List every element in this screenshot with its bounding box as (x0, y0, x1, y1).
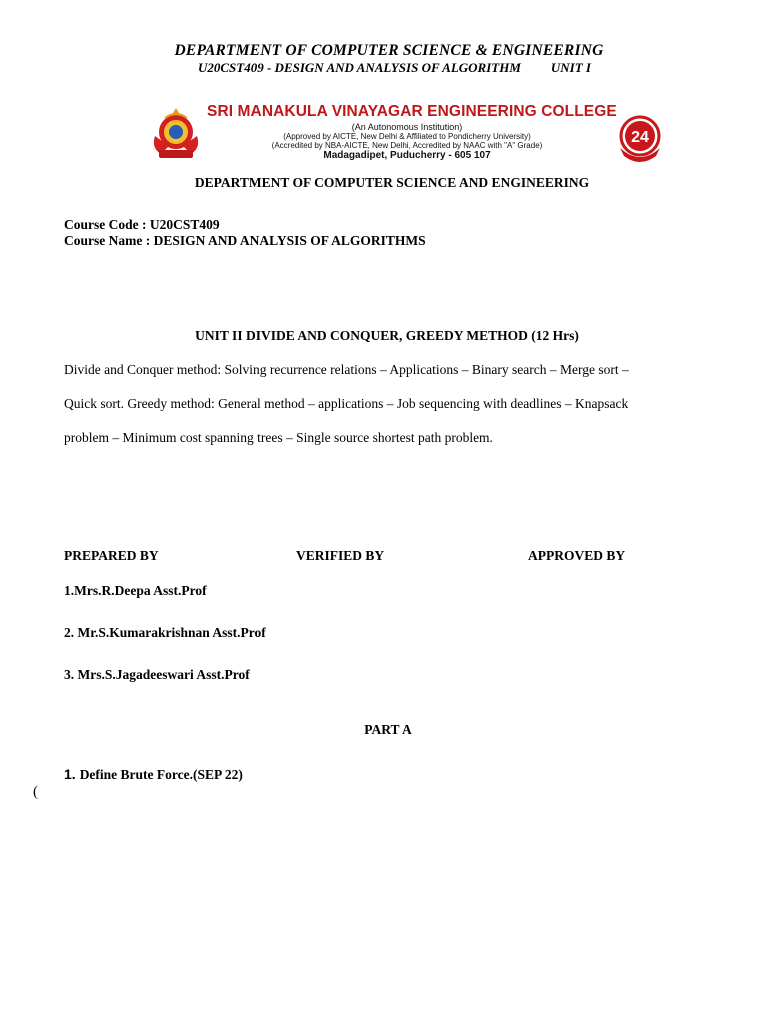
department-header: DEPARTMENT OF COMPUTER SCIENCE & ENGINEERING (174, 42, 604, 59)
syllabus-line: Quick sort. Greedy method: General method – applications – Job sequencing with deadlines – Knapsack (64, 396, 629, 411)
course-header-unit: UNIT I (550, 60, 591, 75)
preparer-item: 1.Mrs.R.Deepa Asst.Prof (64, 583, 207, 598)
preparer-item: 2. Mr.S.Kumarakrishnan Asst.Prof (64, 625, 266, 640)
question-number: 1. (64, 766, 76, 782)
syllabus-line: Divide and Conquer method: Solving recurrence relations – Applications – Binary search – Merge sort – (64, 362, 629, 377)
verified-by-label: VERIFIED BY (296, 548, 385, 563)
question-text: Define Brute Force.(SEP 22) (79, 767, 243, 782)
college-emblem-icon (147, 106, 205, 160)
part-title: PART A (364, 722, 412, 737)
course-header-title: U20CST409 - DESIGN AND ANALYSIS OF ALGORITHM (198, 60, 521, 75)
unit-title: UNIT II DIVIDE AND CONQUER, GREEDY METHOD (12 Hrs) (195, 328, 579, 343)
course-header (198, 60, 591, 76)
college-name: SRI MANAKULA VINAYAGAR ENGINEERING COLLEGE (207, 103, 617, 120)
question-item (64, 766, 243, 783)
anniversary-badge-number: 24 (631, 129, 649, 146)
college-accreditation: (Accredited by NBA-AICTE, New Delhi, Accredited by NAAC with "A" Grade) (271, 141, 543, 150)
anniversary-badge-icon (612, 114, 668, 162)
college-autonomous: (An Autonomous Institution) (351, 122, 463, 132)
approved-by-label: APPROVED BY (528, 548, 626, 563)
college-logo-banner (145, 100, 670, 162)
course-name: Course Name : DESIGN AND ANALYSIS OF ALGORITHMS (64, 233, 426, 248)
syllabus-line: problem – Minimum cost spanning trees – Single source shortest path problem. (64, 430, 493, 445)
course-code: Course Code : U20CST409 (64, 217, 220, 232)
college-address: Madagadipet, Puducherry - 605 107 (323, 150, 491, 161)
stray-parenthesis: ( (33, 784, 38, 800)
preparer-item: 3. Mrs.S.Jagadeeswari Asst.Prof (64, 667, 250, 682)
prepared-by-label: PREPARED BY (64, 548, 159, 563)
department-title: DEPARTMENT OF COMPUTER SCIENCE AND ENGINEERING (194, 175, 590, 190)
college-approval: (Approved by AICTE, New Delhi & Affiliated to Pondicherry University) (283, 132, 531, 141)
